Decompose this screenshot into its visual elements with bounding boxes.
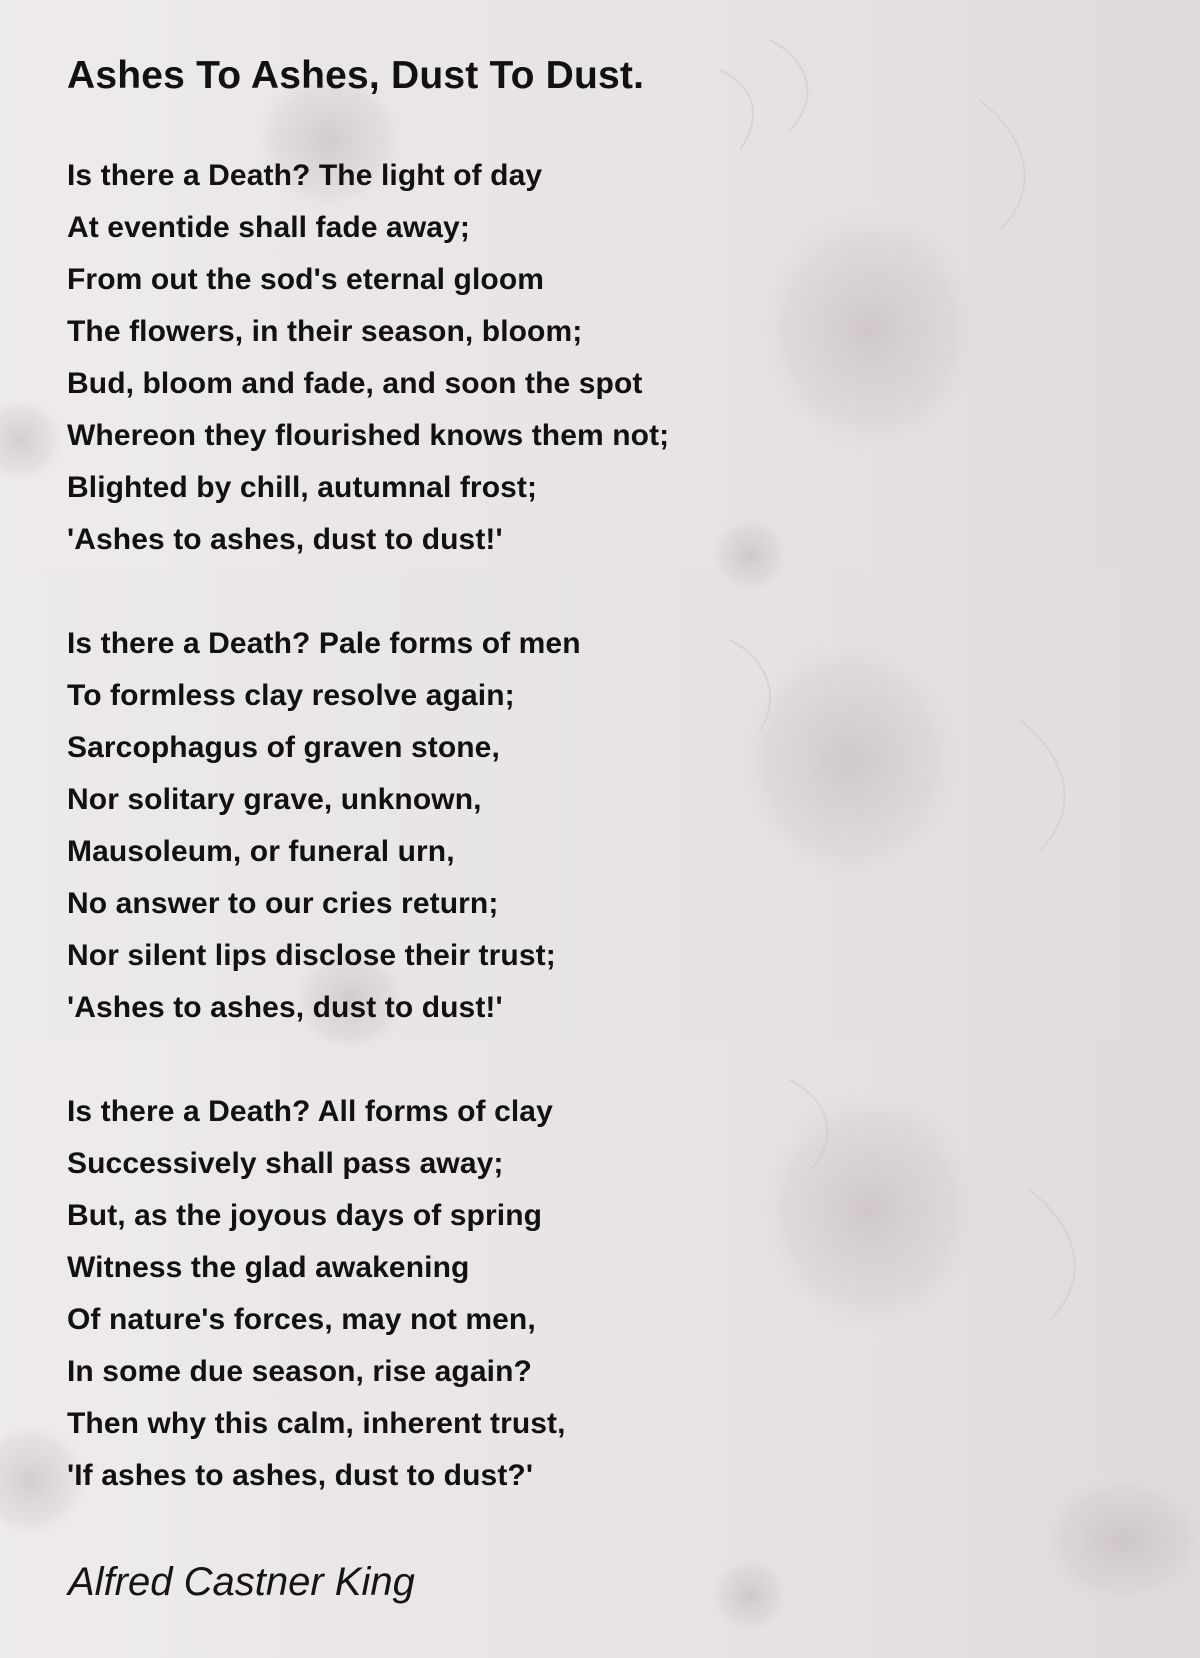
poem-line: The flowers, in their season, bloom; <box>67 315 583 348</box>
poem-line: Nor solitary grave, unknown, <box>67 783 482 816</box>
poem-author: Alfred Castner King <box>68 1560 415 1604</box>
poem-line: In some due season, rise again? <box>67 1355 532 1388</box>
poem-title: Ashes To Ashes, Dust To Dust. <box>67 54 645 97</box>
poem-line: Sarcophagus of graven stone, <box>67 731 500 764</box>
poem-line: Is there a Death? All forms of clay <box>67 1095 553 1128</box>
stanza-3 <box>67 1086 967 1502</box>
poem-line: Nor silent lips disclose their trust; <box>67 939 556 972</box>
poem-line: To formless clay resolve again; <box>67 679 515 712</box>
poem-line: 'Ashes to ashes, dust to dust!' <box>67 991 503 1024</box>
poem-line: Is there a Death? Pale forms of men <box>67 627 581 660</box>
poem-line: Of nature's forces, may not men, <box>67 1303 536 1336</box>
poem-line: 'If ashes to ashes, dust to dust?' <box>67 1459 534 1492</box>
poem-line: But, as the joyous days of spring <box>67 1199 543 1232</box>
poem-line: No answer to our cries return; <box>67 887 499 920</box>
stanza-1 <box>67 150 967 566</box>
poem-line: Then why this calm, inherent trust, <box>67 1407 566 1440</box>
poem-line: Is there a Death? The light of day <box>67 159 543 192</box>
poem-line: Bud, bloom and fade, and soon the spot <box>67 367 643 400</box>
stanza-2 <box>67 618 967 1034</box>
poem-line: Witness the glad awakening <box>67 1251 470 1284</box>
poem-line: Blighted by chill, autumnal frost; <box>67 471 538 504</box>
poem-line: At eventide shall fade away; <box>67 211 470 244</box>
poem-line: Mausoleum, or funeral urn, <box>67 835 455 868</box>
poem-line: Successively shall pass away; <box>67 1147 504 1180</box>
poem-line: Whereon they flourished knows them not; <box>67 419 670 452</box>
poem-line: From out the sod's eternal gloom <box>67 263 545 296</box>
poem-line: 'Ashes to ashes, dust to dust!' <box>67 523 503 556</box>
